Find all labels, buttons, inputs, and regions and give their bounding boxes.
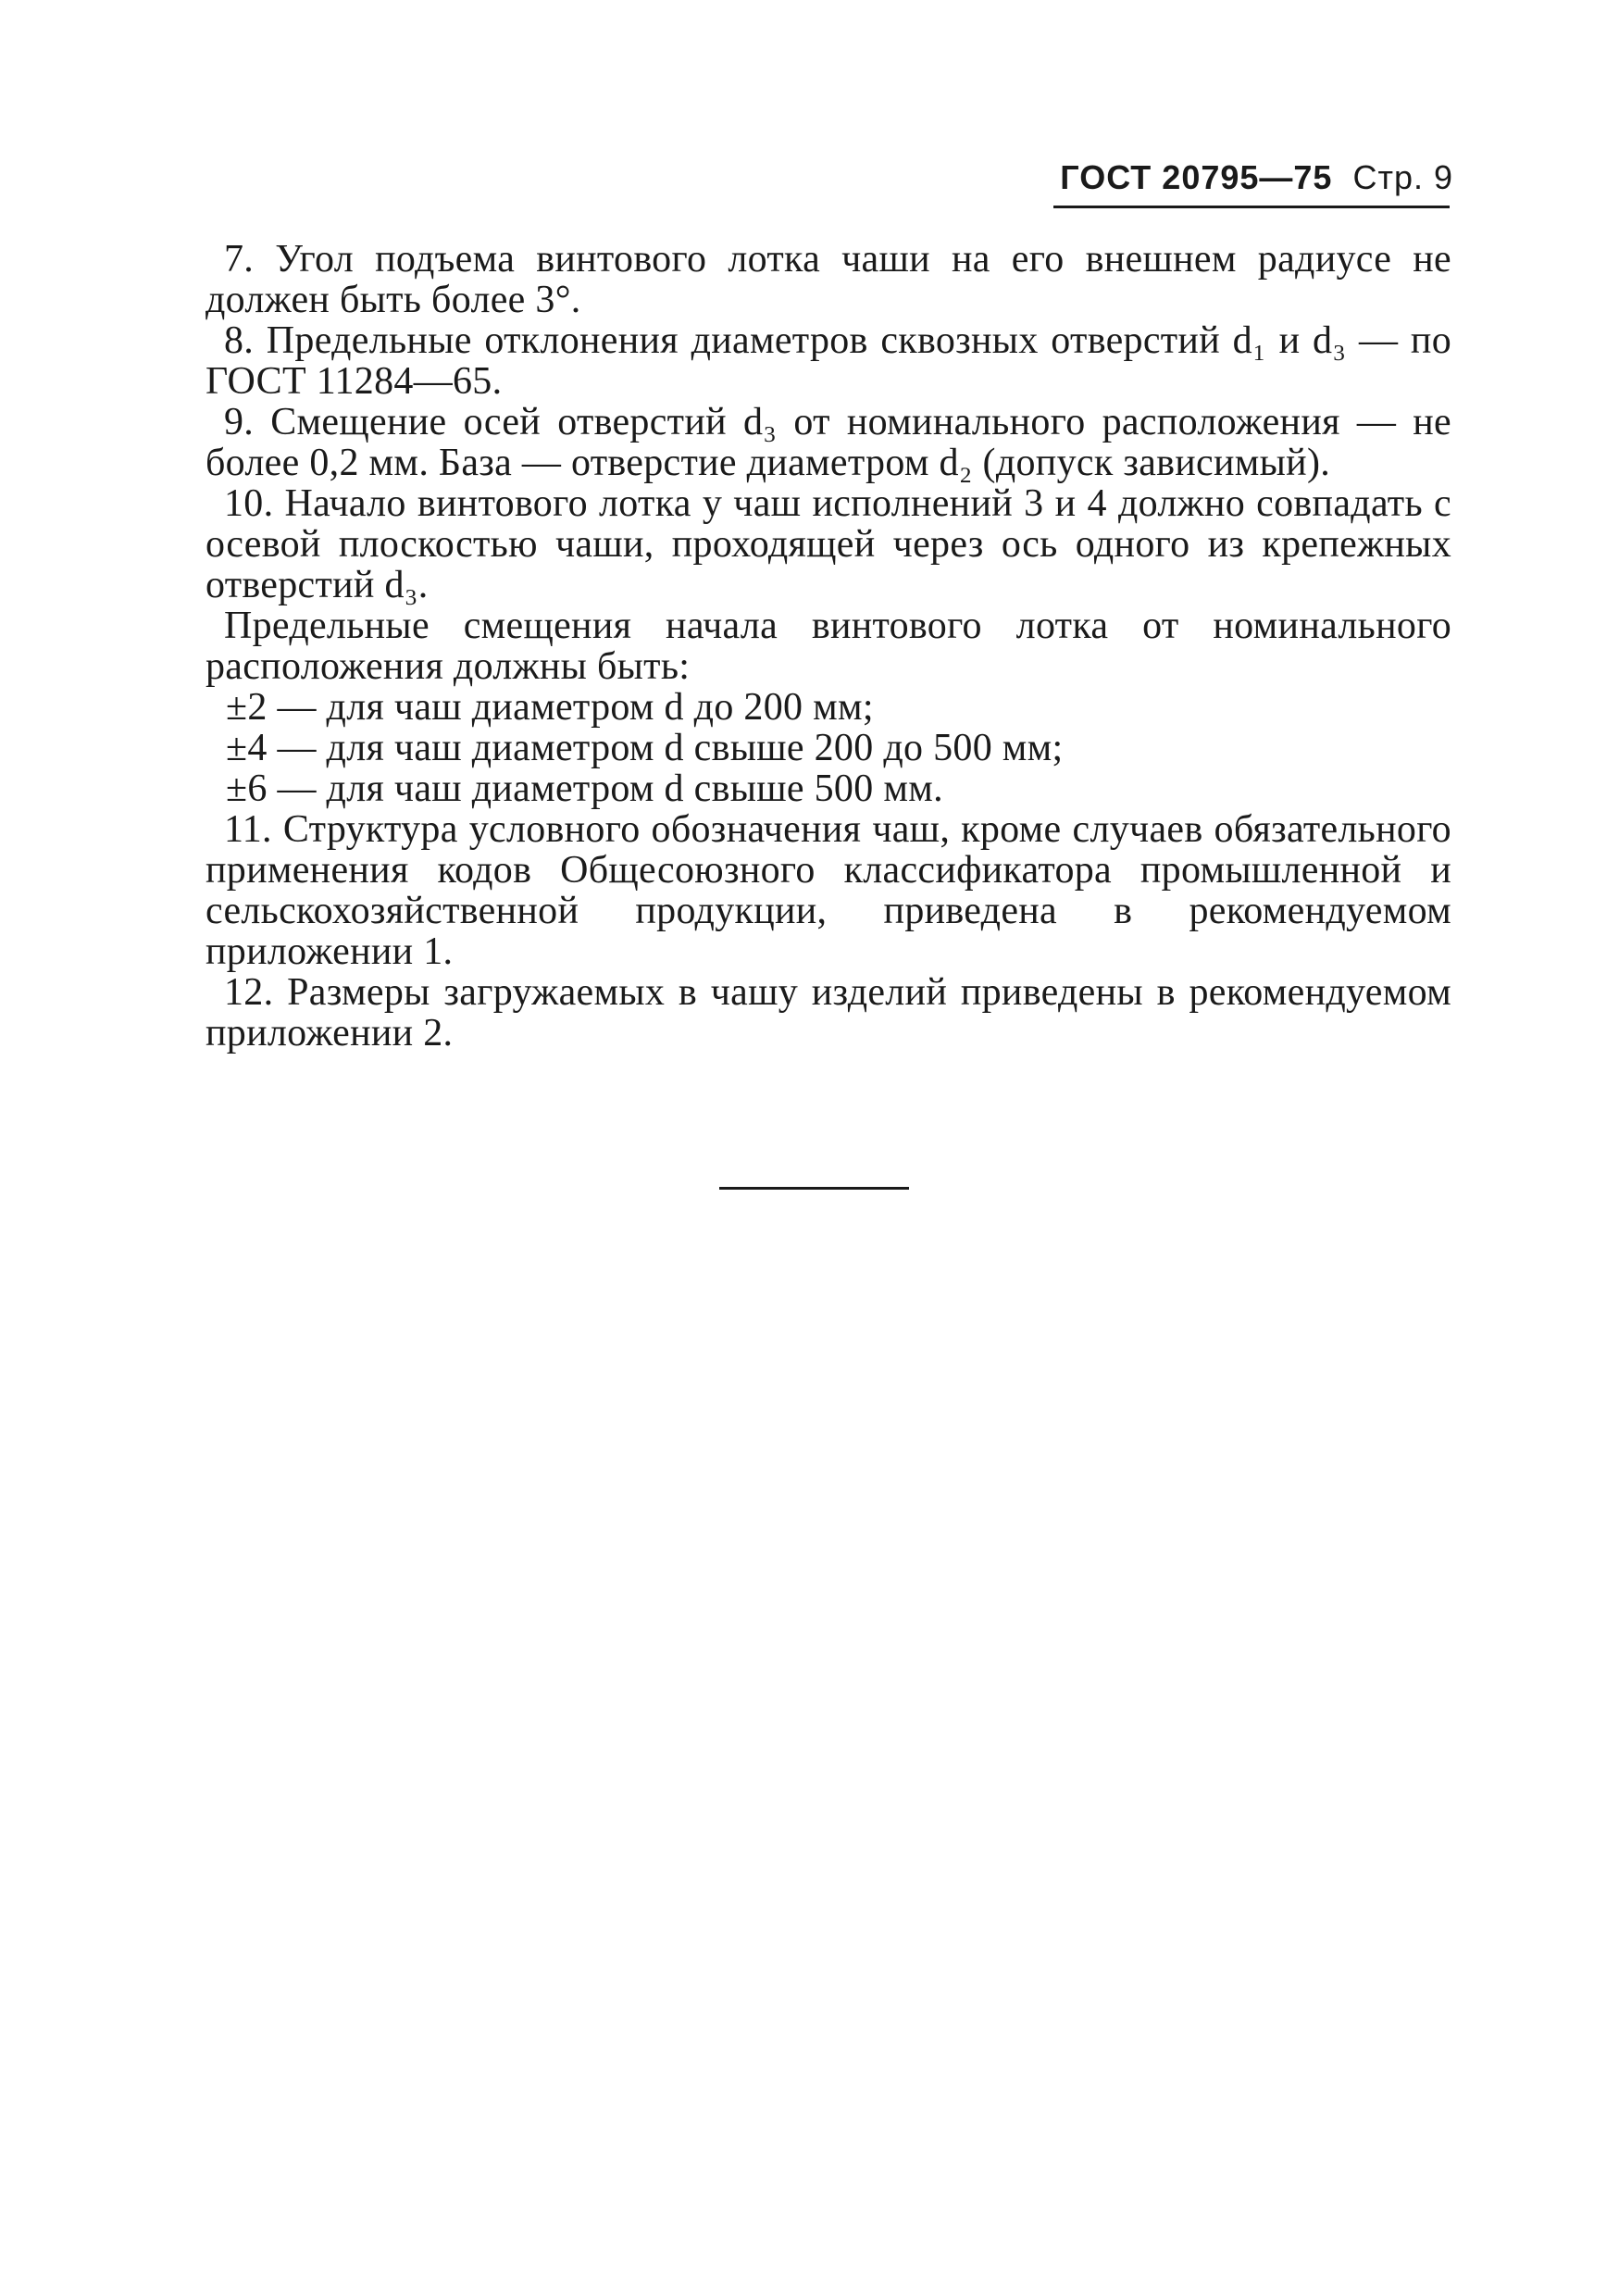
paragraph-offset-limits: Предельные смещения начала винтового лотка от номинального расположения должны быть: [205,605,1451,688]
tolerance-item: ±6 — для чаш диаметром d свыше 500 мм. [226,767,943,810]
tolerance-item: ±4 — для чаш диаметром d свыше 200 до 500 мм; [226,727,1064,769]
running-header [1046,157,1453,198]
paragraph-11: 11. Структура условного обозначения чаш, кроме случаев обязательного применения кодов Общесоюзного классификатора промышленной и сельскохозяйственной продукции, приведена в рекомендуемом приложении 1. [205,808,1451,973]
paragraph-8: 8. Предельные отклонения диаметров сквозных отверстий d₁ и d₃ — по ГОСТ 11284—65. [205,319,1451,403]
standard-number: ГОСТ 20795—75 [1060,158,1333,196]
paragraph-12: 12. Размеры загружаемых в чашу изделий приведены в рекомендуемом приложении 2. [205,971,1451,1054]
page-number: Стр. 9 [1352,158,1453,196]
header-rule [1053,206,1450,208]
paragraph-9: 9. Смещение осей отверстий d₃ от номинального расположения — не более 0,2 мм. База — отверстие диаметром d₂ (допуск зависимый). [205,401,1451,484]
tolerance-item: ±2 — для чаш диаметром d до 200 мм; [226,686,874,729]
paragraph-10: 10. Начало винтового лотка у чаш исполнений 3 и 4 должно совпадать с осевой плоскостью чаши, проходящей через ось одного из крепежных отверстий d₃. [205,482,1451,606]
body-text [205,239,1451,1054]
end-of-section-rule [719,1187,909,1190]
paragraph-7: 7. Угол подъема винтового лотка чаши на его внешнем радиусе не должен быть более 3°. [205,238,1451,321]
